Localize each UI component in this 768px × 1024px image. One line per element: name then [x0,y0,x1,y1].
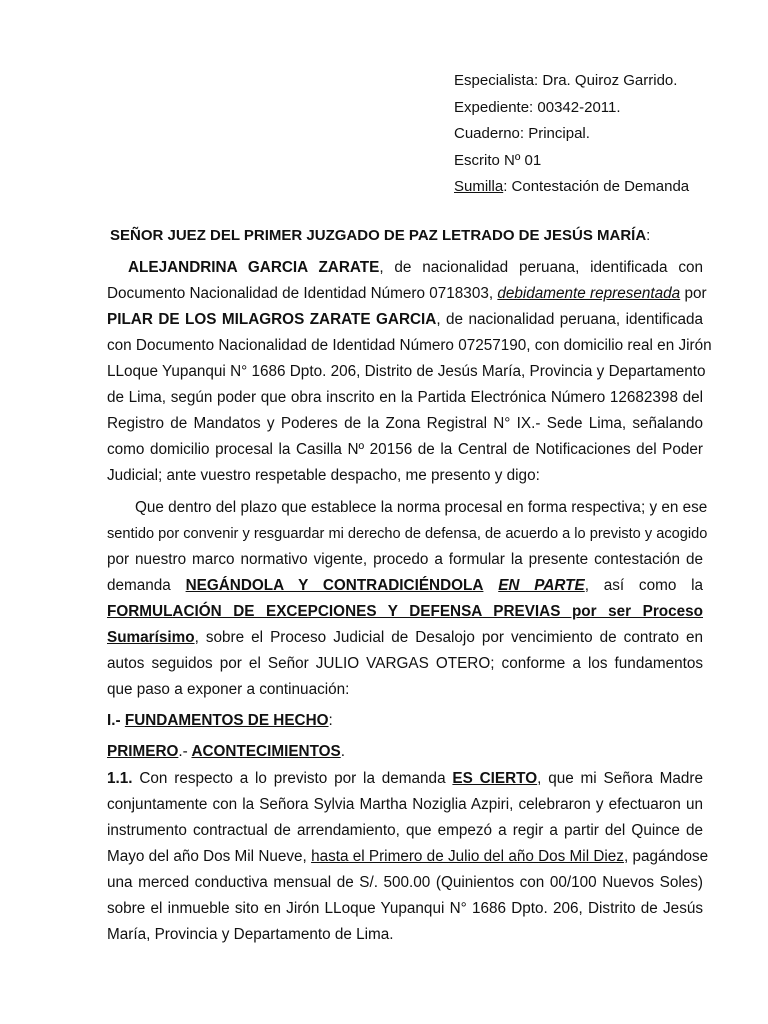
petition-text: , sobre el Proceso Judicial de Desalojo por vencimiento de contrato en [194,629,703,646]
addressee-text: SEÑOR JUEZ DEL PRIMER JUZGADO DE PAZ LETRADO DE JESÚS MARÍA [110,227,647,244]
es-cierto-text: ES CIERTO [452,770,538,787]
intro-line-5: LLoque Yupanqui N° 1686 Dpto. 206, Distrito de Jesús María, Provincia y Departamento [107,363,706,380]
intro-line-7: Registro de Mandatos y Poderes de la Zona Registral N° IX.- Sede Lima, señalando [107,415,703,432]
subsection-sep: .- [178,743,188,760]
intro-line-9: Judicial; ante vuestro respetable despacho, me presento y digo: [107,467,540,484]
addressee [110,227,650,244]
intro-line-2 [107,281,707,307]
case-header [454,68,689,201]
item-text: , que mi Señora Madre [537,770,704,787]
intro-paragraph [107,255,712,489]
item-text: Con respecto a lo previsto por la demanda [139,770,446,787]
intro-line-3 [107,307,703,333]
item-text: , pagándose [623,848,709,865]
item-1-1-paragraph [107,766,709,948]
especialista-label: Especialista: [454,72,539,89]
petition-paragraph [107,495,708,703]
petition-line-6 [107,625,703,651]
item-line-4 [107,844,709,870]
subsection-label: PRIMERO [107,743,179,760]
sumilla-label: Sumilla [454,178,504,195]
section-title: FUNDAMENTOS DE HECHO [124,712,329,729]
sumilla-line [454,174,689,201]
represented-text: debidamente representada [497,285,681,302]
item-line-1 [107,766,703,792]
petition-text: , así como la [584,577,704,594]
intro-text: Documento Nacionalidad de Identidad Número 0718303, [107,285,494,302]
subsection-title: ACONTECIMIENTOS [191,743,341,760]
intro-line-1 [107,255,703,281]
intro-text: , de nacionalidad peruana, identificada [436,311,703,328]
petition-line-5: FORMULACIÓN DE EXCEPCIONES Y DEFENSA PREVIAS por ser Proceso [107,603,703,620]
subsection-dot: . [340,743,345,760]
petition-line-7: autos seguidos por el Señor JULIO VARGAS OTERO; conforme a los fundamentos [107,655,703,672]
petition-text: demanda [107,577,171,594]
section-colon: : [328,712,333,729]
petition-line-8: que paso a exponer a continuación: [107,681,350,698]
petition-line-3: por nuestro marco normativo vigente, procedo a formular la presente contestación de [107,551,703,568]
expediente-line: Expediente: 00342-2011. [454,98,621,116]
negandola-text: NEGÁNDOLA Y CONTRADICIÉNDOLA [185,577,484,594]
item-line-7: María, Provincia y Departamento de Lima. [107,926,394,943]
item-number: 1.1. [107,770,133,787]
section-heading [107,712,333,730]
item-line-3: instrumento contractual de arrendamiento, que empezó a regir a partir del Quince de [107,822,703,839]
item-line-6: sobre el inmueble sito en Jirón LLoque Yupanqui N° 1686 Dpto. 206, Distrito de Jesús [107,900,703,917]
item-line-2: conjuntamente con la Señora Sylvia Martha Noziglia Azpiri, celebraron y efectuaron un [107,796,703,813]
intro-line-8: como domicilio procesal la Casilla Nº 20156 de la Central de Notificaciones del Poder [107,441,703,458]
intro-line-6: de Lima, según poder que obra inscrito en la Partida Electrónica Número 12682398 del [107,389,703,406]
sumarisimo-text: Sumarísimo [107,629,195,646]
especialista-line [454,68,689,95]
section-number: I.- [107,712,121,729]
representative-name: PILAR DE LOS MILAGROS ZARATE GARCIA [107,311,437,328]
cuaderno-line: Cuaderno: Principal. [454,125,590,142]
escrito-line: Escrito Nº 01 [454,151,542,169]
intro-line-4: con Documento Nacionalidad de Identidad Número 07257190, con domicilio real en Jirón [107,337,712,354]
petition-line-4 [107,573,703,599]
intro-text: por [684,285,707,302]
contract-end-text: hasta el Primero de Julio del año Dos Mil Diez [311,848,624,865]
item-text: Mayo del año Dos Mil Nueve, [107,848,307,865]
petition-line-2: sentido por convenir y resguardar mi derecho de defensa, de acuerdo a lo previsto y acogido [107,526,708,542]
sumilla-value: : Contestación de Demanda [503,178,690,195]
item-line-5: una merced conductiva mensual de S/. 500.00 (Quinientos con 00/100 Nuevos Soles) [107,874,703,891]
petition-line-1: Que dentro del plazo que establece la norma procesal en forma respectiva; y en ese [135,499,708,516]
subsection-heading [107,743,345,761]
addressee-colon: : [646,227,651,244]
intro-text: , de nacionalidad peruana, identificada con [379,259,704,276]
defendant-name: ALEJANDRINA GARCIA ZARATE [128,259,380,276]
en-parte-text: EN PARTE [498,577,585,594]
especialista-value: Dra. Quiroz Garrido. [542,72,678,89]
